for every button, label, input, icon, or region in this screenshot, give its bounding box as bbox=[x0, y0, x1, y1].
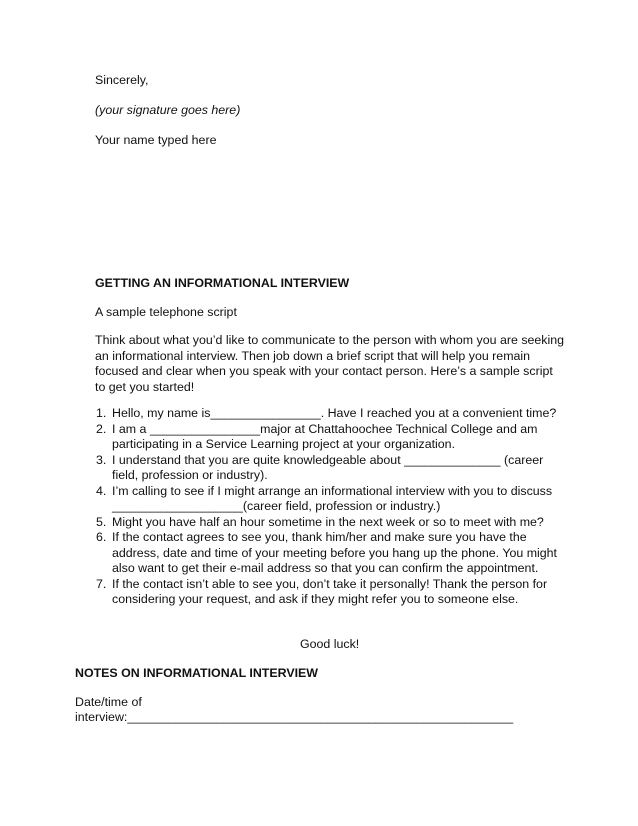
section-heading: GETTING AN INFORMATIONAL INTERVIEW bbox=[95, 276, 350, 290]
script-list bbox=[96, 406, 566, 608]
list-item bbox=[96, 422, 566, 453]
notes-heading: NOTES ON INFORMATIONAL INTERVIEW bbox=[75, 666, 318, 680]
list-number: 4. bbox=[96, 483, 107, 498]
list-item bbox=[96, 577, 566, 608]
list-number: 1. bbox=[96, 406, 107, 420]
interview-blank-line: interview:________________________________________________________ bbox=[75, 710, 514, 724]
intro-paragraph: Think about what you’d like to communicate to the person with whom you are seeking an informational interview. Then job down a brief script that will help you remain focused and clear when you speak with your contact person. Here’s a sample script to get you started! bbox=[95, 333, 565, 394]
list-text: Might you have half an hour sometime in the next week or so to meet with me? bbox=[112, 514, 544, 529]
list-item bbox=[96, 484, 566, 515]
list-number: 3. bbox=[96, 452, 107, 467]
signature-placeholder: (your signature goes here) bbox=[95, 103, 241, 117]
date-time-label: Date/time of bbox=[75, 695, 142, 709]
list-item bbox=[96, 453, 566, 484]
list-number: 6. bbox=[96, 530, 107, 544]
list-item bbox=[96, 530, 566, 577]
section-subheading: A sample telephone script bbox=[95, 305, 237, 319]
list-item bbox=[96, 406, 566, 422]
list-number: 5. bbox=[96, 514, 107, 529]
list-text: If the contact agrees to see you, thank him/her and make sure you have the address, date and time of your meeting before you hang up the phone. You might also want to get their e-mail address so that you can confirm the appointment. bbox=[112, 530, 557, 575]
list-text: I’m calling to see if I might arrange an informational interview with you to discuss ___________________(career field, profession or industry.) bbox=[112, 483, 553, 513]
list-text: I understand that you are quite knowledgeable about ______________ (career field, profession or industry). bbox=[112, 452, 544, 482]
closing-sincerely: Sincerely, bbox=[95, 73, 149, 87]
list-text: Hello, my name is________________. Have I reached you at a convenient time? bbox=[112, 406, 557, 420]
list-item bbox=[96, 515, 566, 531]
list-number: 7. bbox=[96, 576, 107, 591]
good-luck: Good luck! bbox=[300, 637, 360, 651]
typed-name: Your name typed here bbox=[95, 133, 217, 147]
list-number: 2. bbox=[96, 421, 107, 436]
list-text: If the contact isn’t able to see you, don’t take it personally! Thank the person for considering your request, and ask if they might refer you to someone else. bbox=[112, 576, 548, 606]
list-text: I am a ________________major at Chattahoochee Technical College and am participating in a Service Learning project at your organization. bbox=[112, 421, 538, 451]
